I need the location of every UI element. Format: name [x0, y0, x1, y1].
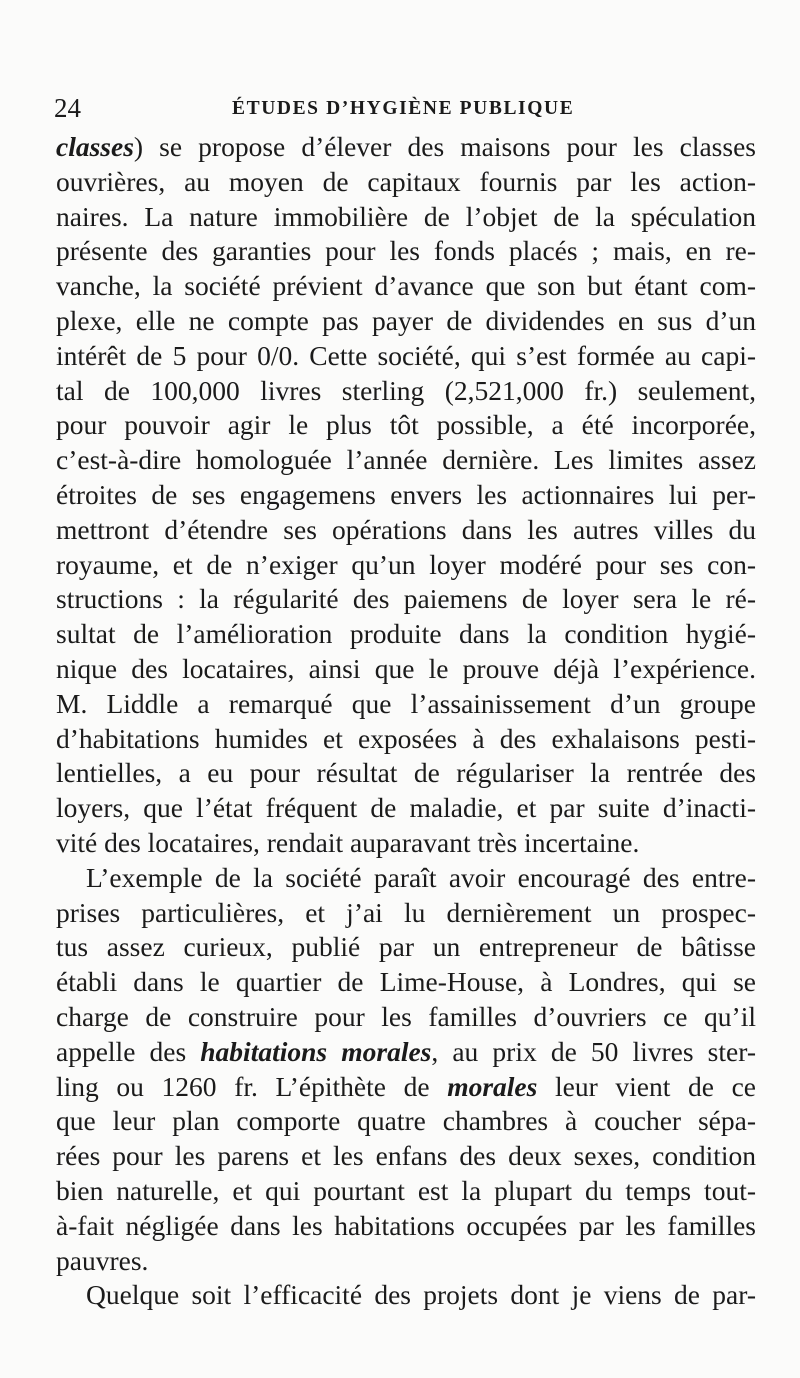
text-line: que leur plan comporte quatre chambres à coucher sépa-	[56, 1105, 756, 1137]
text-line: bien naturelle, et qui pourtant est la plupart du temps tout-	[56, 1174, 756, 1206]
text-line	[56, 1070, 756, 1105]
text-line: L’exemple de la société paraît avoir encouragé des entre-	[86, 861, 756, 893]
text-line: rées pour les parens et les enfans des deux sexes, condition	[56, 1140, 756, 1172]
text-line: pour pouvoir agir le plus tôt possible, a été incorporée,	[56, 409, 756, 441]
text-line: étroites de ses engagemens envers les actionnaires lui per-	[56, 478, 756, 510]
text-line: présente des garanties pour les fonds placés ; mais, en re-	[56, 235, 756, 267]
text-line: nique des locataires, ainsi que le prouve déjà l’expérience.	[56, 652, 756, 684]
text-line: royaume, et de n’exiger qu’un loyer modéré pour ses con-	[56, 548, 756, 580]
text-line: plexe, elle ne compte pas payer de dividendes en sus d’un	[56, 304, 756, 336]
paragraph-1	[56, 130, 756, 861]
italic-phrase: habitations morales	[200, 1035, 432, 1067]
text-line: c’est-à-dire homologuée l’année dernière. Les limites assez	[56, 444, 756, 476]
text-run: , au prix de 50 livres ster-	[431, 1035, 756, 1067]
text-line: mettront d’étendre ses opérations dans les autres villes du	[56, 513, 756, 545]
page-number: 24	[54, 93, 81, 123]
text-line: établi dans le quartier de Lime-House, à Londres, qui se	[56, 966, 756, 998]
text-line: prises particulières, et j’ai lu dernièrement un prospec-	[56, 896, 756, 928]
text-line	[56, 1035, 756, 1070]
text-line: loyers, que l’état fréquent de maladie, et par suite d’inacti-	[56, 792, 756, 824]
text-line: intérêt de 5 pour 0/0. Cette société, qui s’est formée au capi-	[56, 339, 756, 371]
text-line	[56, 130, 756, 165]
italic-word: morales	[447, 1070, 538, 1102]
body-text	[56, 130, 756, 1313]
text-line: vanche, la société prévient d’avance que son but étant com-	[56, 270, 756, 302]
text-line: naires. La nature immobilière de l’objet de la spéculation	[56, 200, 756, 232]
text-line: pauvres.	[56, 1244, 149, 1276]
page-header	[54, 93, 754, 123]
text-line: d’habitations humides et exposées à des exhalaisons pesti-	[56, 722, 756, 754]
text-line: structions : la régularité des paiemens de loyer sera le ré-	[56, 583, 756, 615]
text-line: vité des locataires, rendait auparavant très incertaine.	[56, 826, 640, 858]
text-run: ) se propose d’élever des maisons pour les classes	[133, 131, 756, 162]
paragraph-3	[56, 1278, 756, 1313]
text-line: à-fait négligée dans les habitations occupées par les familles	[56, 1209, 756, 1241]
running-head: ÉTUDES D’HYGIÈNE PUBLIQUE	[232, 98, 575, 119]
text-line: tus assez curieux, publié par un entrepreneur de bâtisse	[56, 931, 756, 963]
text-line: ouvrières, au moyen de capitaux fournis par les action-	[56, 165, 756, 197]
text-run: leur vient de ce	[537, 1070, 756, 1102]
paragraph-2	[56, 861, 756, 1279]
text-run: appelle des	[56, 1035, 201, 1067]
text-run: ling ou 1260 fr. L’épithète de	[56, 1070, 448, 1102]
text-line: lentielles, a eu pour résultat de régulariser la rentrée des	[56, 757, 756, 789]
text-line: sultat de l’amélioration produite dans la condition hygié-	[56, 618, 756, 650]
text-line: charge de construire pour les familles d’ouvriers ce qu’il	[56, 1000, 756, 1032]
italic-word: classes	[56, 131, 134, 162]
text-line: tal de 100,000 livres sterling (2,521,000 fr.) seulement,	[56, 374, 756, 406]
text-line: M. Liddle a remarqué que l’assainissement d’un groupe	[56, 687, 756, 719]
text-line: Quelque soit l’efficacité des projets dont je viens de par-	[86, 1279, 756, 1311]
